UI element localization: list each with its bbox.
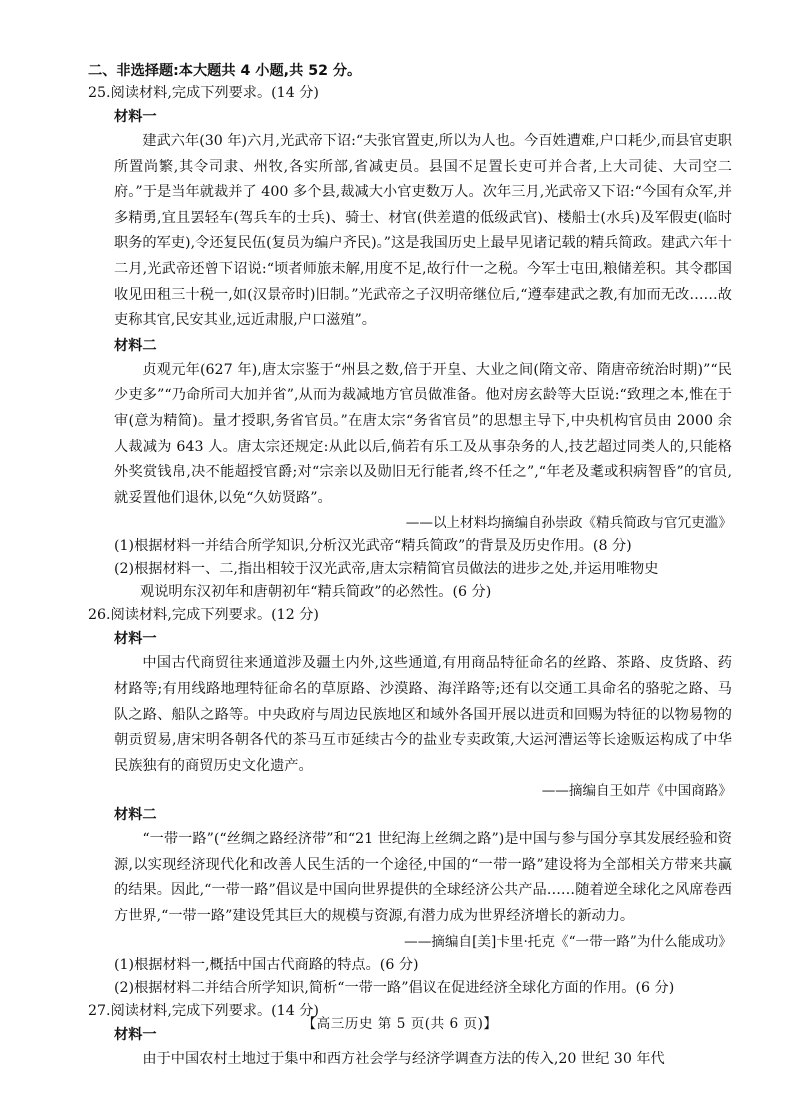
q25-material-1-text: 建武六年(30 年)六月,光武帝下诏:“夫张官置吏,所以为人也。今百姓遭难,户口耗少,而县官吏职所置尚繁,其令司隶、州牧,各实所部,省减吏员。县国不足置长吏可并合者,上大司徒、大司空二府。”于是当年就裁并了 400 多个县,裁减大小官吏数万人。次年三月,光武帝又下诏:“今国有众军,并多精勇,宜且罢轻车(驾兵车的士兵)、骑士、材官(供差遣的低级武官)、楼船士(水兵)及军假吏(临时职务的军吏),令还复民伍(复员为编户齐民)。”这是我国历史上最早见诸记载的精兵简政。建武六年十二月,光武帝还曾下诏说:“顷者师旅未解,用度不足,故行什一之税。今军士屯田,粮储差积。其令郡国收见田租三十税一,如(汉景帝时)旧制。”光武帝之子汉明帝继位后,“遵奉建武之教,有加而无改……故吏称其官,民安其业,远近肃服,户口滋殖”。 [114,133,732,329]
q26-material-2-text: “一带一路”(“丝绸之路经济带”和“21 世纪海上丝绸之路”)是中国与参与国分享其发展经验和资源,以实现经济现代化和改善人民生活的一个途径,中国的“一带一路”建设将为全部相关方带来共赢的结果。因此,“一带一路”倡议是中国向世界提供的全球经济公共产品……随着逆全球化之风席卷西方世界,“一带一路”建设凭其巨大的规模与资源,有潜力成为世界经济增长的新动力。 [114,831,732,925]
section-title: 二、非选择题:本大题共 4 小题,共 52 分。 [88,63,362,79]
q26-sub-question-2: (2)根据材料二并结合所学知识,简析“一带一路”倡议在促进经济全球化方面的作用。(6 分) [114,979,675,996]
q27-material-1-label: 材料一 [114,1026,157,1043]
page-footer: 【高三历史 第 5 页(共 6 页)】 [302,1016,498,1032]
q25-sub-question-1: (1)根据材料一并结合所学知识,分析汉光武帝“精兵简政”的背景及历史作用。(8 分) [114,538,632,555]
q25-material-1-label: 材料一 [114,109,157,125]
question-26 [88,604,732,999]
q25-material-2-text: 贞观元年(627 年),唐太宗鉴于“州县之数,倍于开皇、大业之间(隋文帝、隋唐帝统治时期)”“民少吏多”“乃命所司大加并省”,从而为裁减地方官员做准备。他对房玄龄等大臣说:“致理之本,惟在于审(意为精简)。量才授职,务省官员。”在唐太宗“务省官员”的思想主导下,中央机构官员由 2000 余人裁减为 643 人。唐太宗还规定:从此以后,倘若有乐工及从事杂务的人,技艺超过同类人的,只能格外奖赏钱帛,决不能超授官爵;对“宗亲以及勋旧无行能者,终不任之”,“年老及耄或积病智昏”的官员,就妥置他们退休,以免“久妨贤路”。 [114,361,732,506]
q25-sub-question-2-cont: 观说明东汉初年和唐朝初年“精兵简政”的必然性。(6 分) [140,584,492,601]
q26-material-1-label: 材料一 [114,631,157,648]
question-26-heading: 26.阅读材料,完成下列要求。(12 分) [88,607,319,624]
q25-sub-question-2: (2)根据材料一、二,指出相较于汉光武帝,唐太宗精简官员做法的进步之处,并运用唯物史 [114,561,659,578]
q26-material-2-source: ——摘编自[美]卡里·托克《“一带一路”为什么能成功》 [404,933,732,950]
question-27-heading: 27.阅读材料,完成下列要求。(14 分) [88,1002,319,1019]
question-25 [88,82,732,604]
question-25-heading: 25.阅读材料,完成下列要求。(14 分) [88,85,319,101]
q26-material-1-source: ——摘编自王如芹《中国商路》 [541,783,732,800]
q26-material-2-label: 材料二 [114,807,157,824]
q25-source: ——以上材料均摘编自孙崇政《精兵简政与官冗吏滥》 [405,515,732,532]
q27-material-1-text: 由于中国农村土地过于集中和西方社会学与经济学调查方法的传入,20 世纪 30 年代 [142,1050,665,1067]
question-27 [88,1000,732,1073]
q25-material-2-label: 材料二 [114,337,157,354]
q26-material-1-text: 中国古代商贸往来通道涉及疆土内外,这些通道,有用商品特征命名的丝路、茶路、皮货路、药材路等;有用线路地理特征命名的草原路、沙漠路、海洋路等;还有以交通工具命名的骆驼之路、马队之路、船队之路等。中央政府与周边民族地区和域外各国开展以进贡和回赐为特征的以物易物的朝贡贸易,唐宋明各朝各代的茶马互市延续古今的盐业专卖政策,大运河漕运等长途贩运构成了中华民族独有的商贸历史文化遗产。 [114,655,732,774]
q26-sub-question-1: (1)根据材料一,概括中国古代商路的特点。(6 分) [114,956,419,973]
